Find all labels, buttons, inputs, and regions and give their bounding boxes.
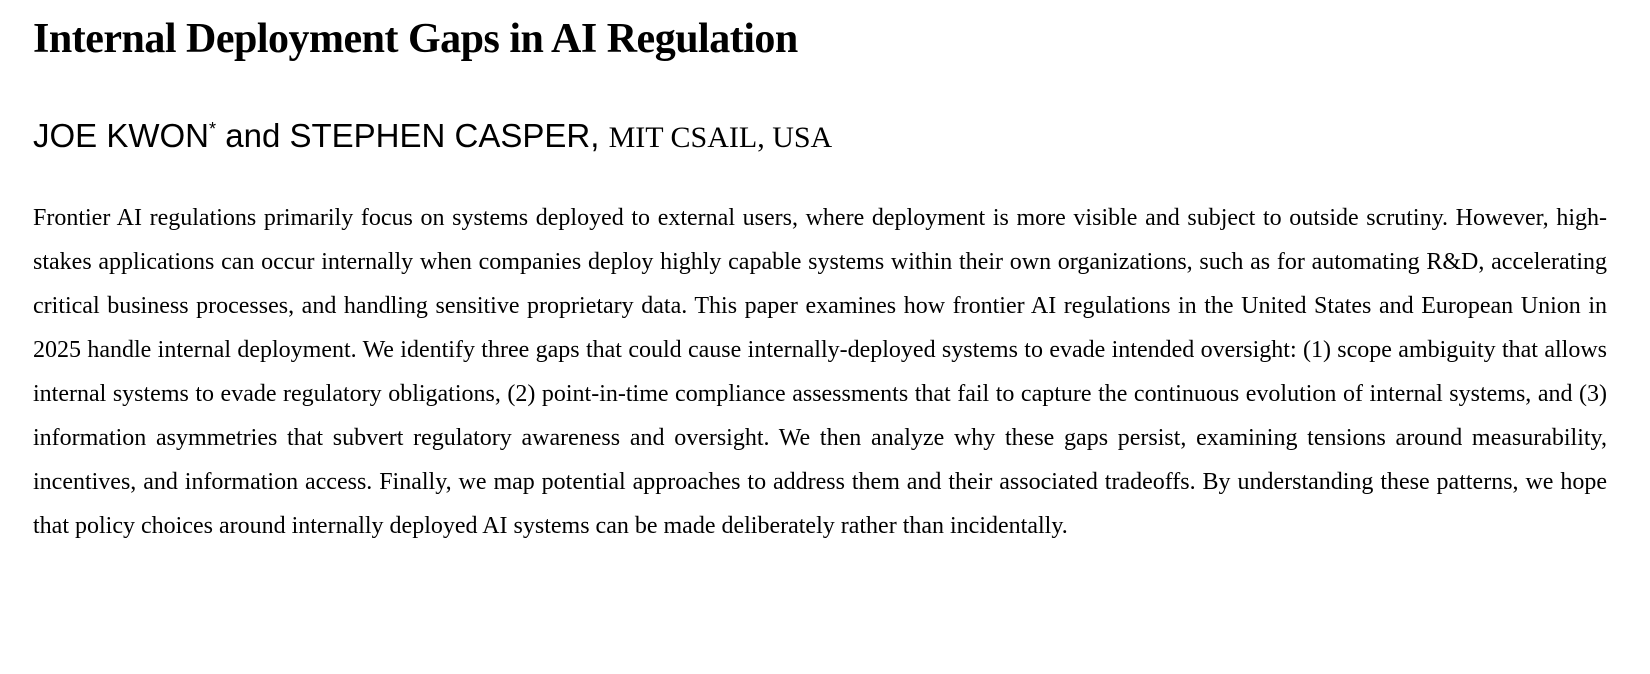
author-name-1: JOE KWON <box>33 117 210 154</box>
abstract-text: Frontier AI regulations primarily focus on systems deployed to external users, where deployment is more visible and subject to outside scrutiny. However, high-stakes applications can occur internally when companies deploy highly capable systems within their own organizations, such as for automating R&D, accelerating critical business processes, and handling sensitive proprietary data. This paper examines how frontier AI regulations in the United States and European Union in 2025 handle internal deployment. We identify three gaps that could cause internally-deployed systems to evade intended oversight: (1) scope ambiguity that allows internal systems to evade regulatory obligations, (2) point-in-time compliance assessments that fail to capture the continuous evolution of internal systems, and (3) information asymmetries that subvert regulatory awareness and oversight. We then analyze why these gaps persist, examining tensions around measurability, incentives, and information access. Finally, we map potential approaches to address them and their associated tradeoffs. By understanding these patterns, we hope that policy choices around internally deployed AI systems can be made deliberately rather than incidentally. <box>33 205 1607 539</box>
author-connector: and <box>216 117 290 154</box>
paper-title: Internal Deployment Gaps in AI Regulation <box>33 16 798 62</box>
author-line <box>33 114 1607 160</box>
author-name-2: STEPHEN CASPER <box>289 117 591 154</box>
author-affiliation-separator: , <box>590 117 609 154</box>
paper-header-block <box>33 14 1607 548</box>
footnote-asterisk: * <box>209 119 217 139</box>
affiliation: MIT CSAIL, USA <box>608 121 833 154</box>
